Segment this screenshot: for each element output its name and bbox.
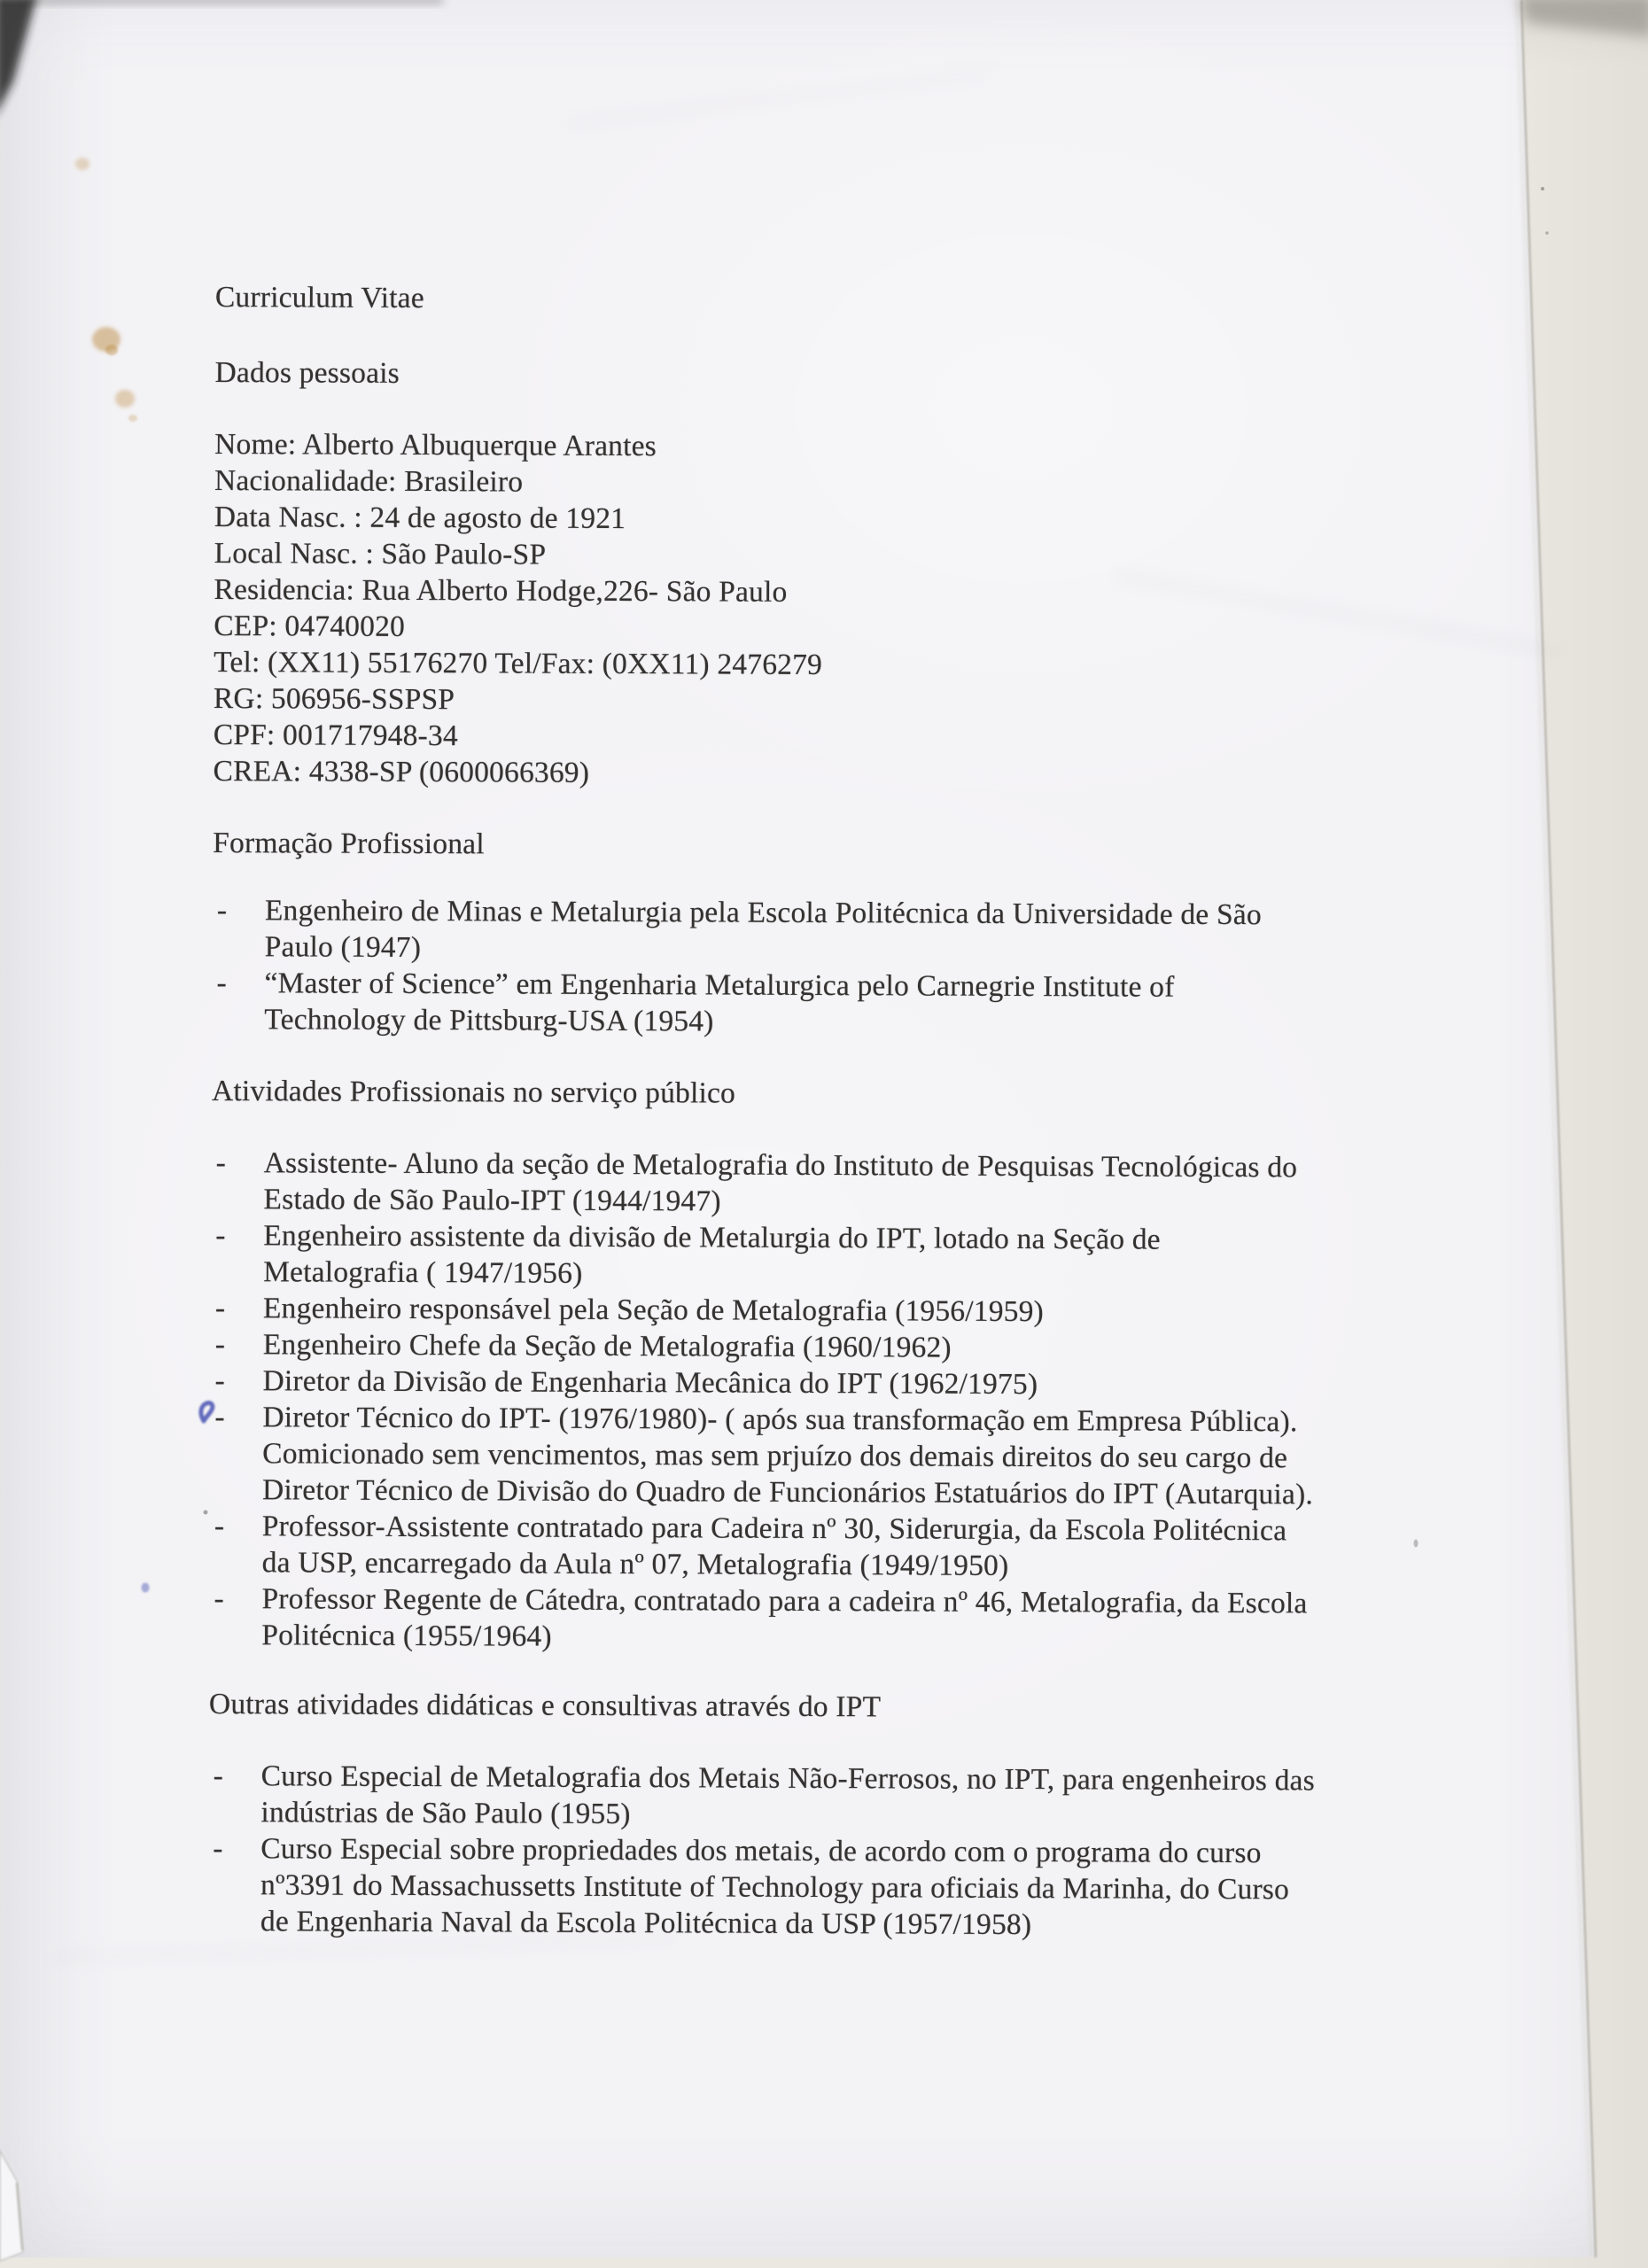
- list-item: [211, 1217, 1314, 1294]
- text-line: CREA: 4338-SP (0600066369): [213, 754, 590, 789]
- bullet-dash: -: [215, 1146, 227, 1180]
- text-line: Estado de São Paulo-IPT (1944/1947): [263, 1183, 721, 1218]
- personal-data-list: [213, 426, 823, 792]
- list-item: [211, 1326, 1314, 1367]
- bullet-dash: -: [215, 1219, 226, 1253]
- bullet-dash: -: [214, 1328, 226, 1362]
- list-item: [212, 965, 1261, 1042]
- text-line: nº3391 do Massachussetts Institute of Technology para oficiais da Marinha, do Curso: [260, 1868, 1290, 1907]
- bullet-dash: -: [214, 1364, 226, 1398]
- list-item: [209, 1581, 1312, 1658]
- text-line: Politécnica (1955/1964): [261, 1619, 552, 1653]
- outras-list: [208, 1758, 1315, 1944]
- list-item: [213, 892, 1262, 969]
- text-line: Diretor Técnico do IPT- (1976/1980)- ( após sua transformação em Empresa Pública).: [262, 1401, 1298, 1439]
- text-line: Local Nasc. : São Paulo-SP: [214, 536, 547, 571]
- text-line: Engenheiro responsável pela Seção de Metalografia (1956/1959): [262, 1292, 1045, 1329]
- section-heading-atividades: Atividades Profissionais no serviço público: [211, 1074, 736, 1110]
- bullet-dash: -: [214, 1292, 226, 1325]
- text-line: Engenheiro assistente da divisão de Metalurgia do IPT, lotado na Seção de: [263, 1219, 1161, 1256]
- text-line: Engenheiro de Minas e Metalurgia pela Escola Politécnica da Universidade de São: [264, 894, 1262, 932]
- text-line: Assistente- Aluno da seção de Metalografia do Instituto de Pesquisas Tecnológicas do: [263, 1146, 1298, 1184]
- section-heading-formacao: Formação Profissional: [213, 826, 485, 861]
- bullet-dash: -: [214, 1582, 224, 1616]
- text-line: indústrias de São Paulo (1955): [260, 1796, 631, 1831]
- text-line: CPF: 001717948-34: [213, 718, 458, 753]
- text-line: Diretor da Divisão de Engenharia Mecânica do IPT (1962/1975): [262, 1364, 1038, 1402]
- list-item: [210, 1508, 1313, 1585]
- list-item: [211, 1290, 1314, 1331]
- text-line: RG: 506956-SSPSP: [213, 681, 455, 717]
- text-line: Data Nasc. : 24 de agosto de 1921: [214, 500, 626, 536]
- text-line: Comicionado sem vencimentos, mas sem prjuízo dos demais direitos do seu cargo de: [262, 1437, 1288, 1475]
- bullet-dash: -: [213, 1759, 224, 1793]
- text-line: Technology de Pittsburg-USA (1954): [264, 1003, 714, 1038]
- text-line: Residencia: Rua Alberto Hodge,226- São Paulo: [214, 572, 788, 609]
- section-heading-dados-pessoais: Dados pessoais: [214, 355, 400, 390]
- list-item: [208, 1830, 1315, 1944]
- bullet-dash: -: [216, 967, 227, 1000]
- list-item: [211, 1145, 1314, 1222]
- text-line: CEP: 04740020: [214, 609, 406, 643]
- text-line: Curso Especial de Metalografia dos Metais Não-Ferrosos, no IPT, para engenheiros das: [260, 1759, 1315, 1798]
- bullet-dash: -: [214, 1401, 225, 1434]
- bullet-dash: -: [213, 1832, 223, 1866]
- section-heading-outras: Outras atividades didáticas e consultivas através do IPT: [208, 1687, 882, 1724]
- text-line: Curso Especial sobre propriedades dos metais, de acordo com o programa do curso: [260, 1832, 1262, 1870]
- list-item: [210, 1363, 1313, 1403]
- text-line: Paulo (1947): [264, 930, 422, 965]
- bullet-dash: -: [216, 894, 228, 928]
- list-item: [208, 1758, 1315, 1835]
- text-line: Nacionalidade: Brasileiro: [214, 463, 524, 499]
- text-line: de Engenharia Naval da Escola Politécnica da USP (1957/1958): [260, 1905, 1032, 1942]
- text-line: Engenheiro Chefe da Seção de Metalografia (1960/1962): [262, 1328, 952, 1364]
- text-line: Tel: (XX11) 55176270 Tel/Fax: (0XX11) 2476279: [214, 645, 823, 681]
- atividades-list: [209, 1145, 1314, 1658]
- text-line: Professor Regente de Cátedra, contratado para a cadeira nº 46, Metalografia, da Escola: [261, 1582, 1308, 1620]
- text-line: “Master of Science” em Engenharia Metalurgica pelo Carnegrie Institute of: [264, 967, 1175, 1004]
- text-line: da USP, encarregado da Aula nº 07, Metalografia (1949/1950): [261, 1546, 1009, 1582]
- text-line: Diretor Técnico de Divisão do Quadro de Funcionários Estatuários do IPT (Autarquia).: [261, 1473, 1314, 1511]
- list-item: [210, 1399, 1313, 1512]
- document-title: Curriculum Vitae: [214, 280, 424, 315]
- text-line: Professor-Assistente contratado para Cadeira nº 30, Siderurgia, da Escola Politécnica: [261, 1510, 1287, 1548]
- text-line: Nome: Alberto Albuquerque Arantes: [214, 427, 657, 463]
- text-line: Metalografia ( 1947/1956): [263, 1255, 583, 1290]
- bullet-dash: -: [214, 1510, 225, 1543]
- formacao-list: [212, 892, 1262, 1042]
